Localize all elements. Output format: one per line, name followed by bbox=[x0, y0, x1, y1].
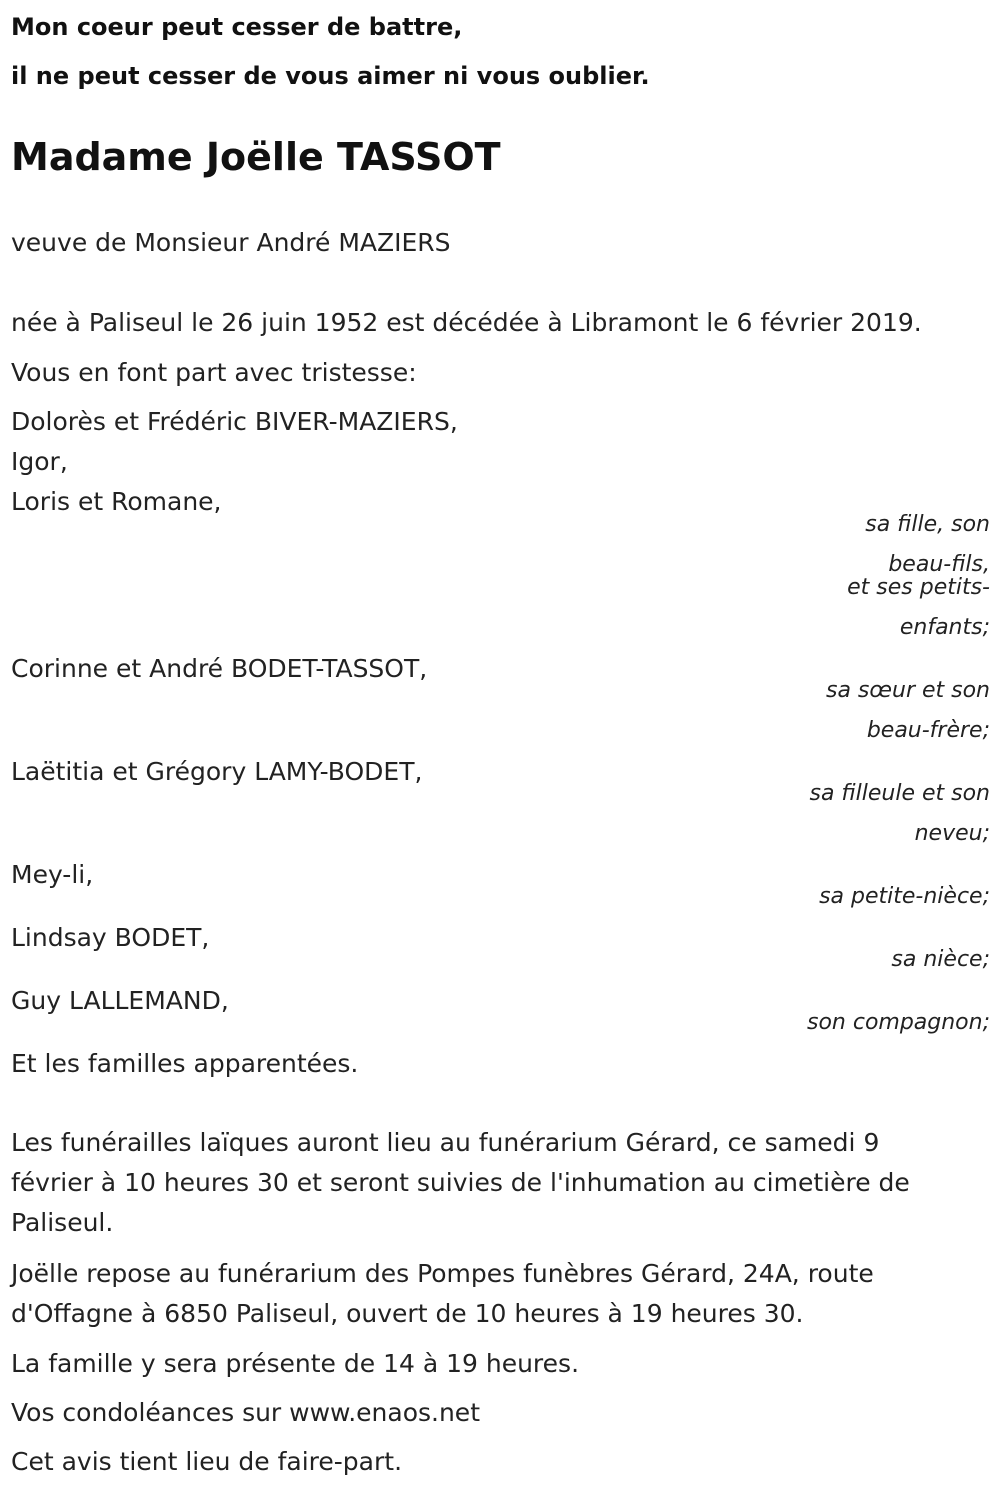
family-relation-line: enfants; bbox=[899, 615, 990, 640]
funeral-line: février à 10 heures 30 et seront suivies de l'inhumation au cimetière de bbox=[11, 1168, 910, 1197]
family-relation-line: beau-fils, bbox=[888, 552, 990, 577]
deceased-name: Madame Joëlle TASSOT bbox=[11, 135, 501, 179]
widow-status: veuve de Monsieur André MAZIERS bbox=[11, 228, 451, 257]
family-relation-line: son compagnon; bbox=[806, 1010, 990, 1035]
family-presence: La famille y sera présente de 14 à 19 heures. bbox=[11, 1349, 580, 1378]
family-relation-line: sa sœur et son bbox=[825, 678, 990, 703]
family-name-line: Mey-li, bbox=[11, 860, 94, 889]
family-relation-line: beau-frère; bbox=[866, 718, 990, 743]
family-relation-line: sa fille, son bbox=[865, 512, 990, 537]
family-name-line: Guy LALLEMAND, bbox=[11, 986, 229, 1015]
announcement-intro: Vous en font part avec tristesse: bbox=[11, 358, 417, 387]
family-name-line: Lindsay BODET, bbox=[11, 923, 210, 952]
family-relation-line: sa nièce; bbox=[891, 947, 990, 972]
epitaph-line-2: il ne peut cesser de vous aimer ni vous oublier. bbox=[11, 62, 650, 90]
family-relation-line: et ses petits- bbox=[847, 575, 990, 600]
closing-family: Et les familles apparentées. bbox=[11, 1049, 359, 1078]
epitaph-line-1: Mon coeur peut cesser de battre, bbox=[11, 13, 463, 41]
birth-death-statement: née à Paliseul le 26 juin 1952 est décédée à Libramont le 6 février 2019. bbox=[11, 308, 922, 337]
family-relation-line: sa petite-nièce; bbox=[819, 884, 990, 909]
family-name-line: Igor, bbox=[11, 447, 68, 476]
funeral-line: Les funérailles laïques auront lieu au funérarium Gérard, ce samedi 9 bbox=[11, 1128, 880, 1157]
funeral-line: Paliseul. bbox=[11, 1208, 114, 1237]
family-name-line: Corinne et André BODET-TASSOT, bbox=[11, 654, 428, 683]
visitation-line: d'Offagne à 6850 Paliseul, ouvert de 10 heures à 19 heures 30. bbox=[11, 1299, 804, 1328]
family-name-line: Laëtitia et Grégory LAMY-BODET, bbox=[11, 757, 423, 786]
visitation-line: Joëlle repose au funérarium des Pompes funèbres Gérard, 24A, route bbox=[11, 1259, 874, 1288]
family-name-line: Dolorès et Frédéric BIVER-MAZIERS, bbox=[11, 407, 458, 436]
notice-text: Cet avis tient lieu de faire-part. bbox=[11, 1447, 403, 1476]
family-relation-line: neveu; bbox=[914, 821, 990, 846]
family-relation-line: sa filleule et son bbox=[809, 781, 990, 806]
family-name-line: Loris et Romane, bbox=[11, 487, 222, 516]
condolences-text: Vos condoléances sur www.enaos.net bbox=[11, 1398, 480, 1427]
